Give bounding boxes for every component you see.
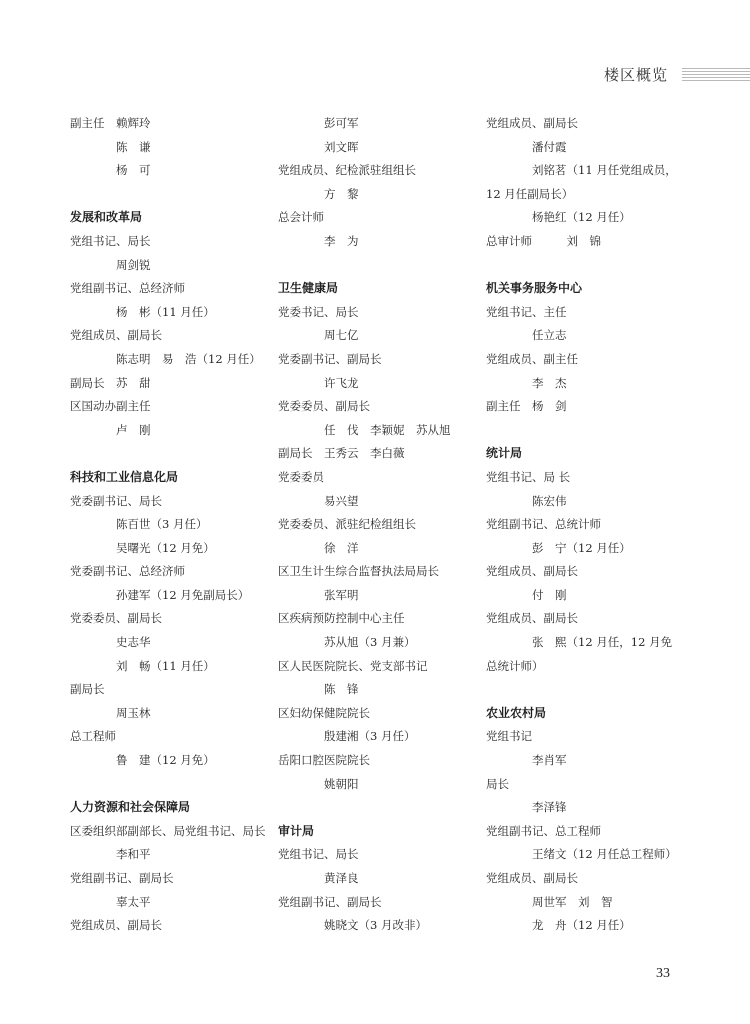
entry-line: 党组成员、副局长 [70, 918, 162, 933]
entry-line: 区人民医院院长、党支部书记 [278, 658, 428, 673]
person-name-line: 鲁 建（12 月免） [116, 753, 215, 768]
person-name-line: 刘文晖 [324, 139, 359, 154]
spacer-line [70, 442, 275, 466]
person-name-line: 易兴望 [324, 493, 359, 508]
entry-line: 党组书记、局长 [70, 233, 151, 248]
entry-line: 副主任 杨 剑 [486, 399, 567, 414]
entry-line: 党组成员、副局长 [70, 328, 162, 343]
entry-line: 党委委员、副局长 [278, 399, 370, 414]
person-name-line: 李 为 [324, 233, 359, 248]
person-name-line: 姚晓文（3 月改非） [324, 918, 427, 933]
header-decoration-lines [682, 68, 750, 82]
column-right [486, 112, 691, 938]
entry-line: 党组书记 [486, 729, 532, 744]
column-middle [278, 112, 483, 938]
person-name-line: 周七亿 [324, 328, 359, 343]
entry-line: 岳阳口腔医院院长 [278, 753, 370, 768]
person-name-line: 许飞龙 [324, 375, 359, 390]
spacer-line [278, 254, 483, 278]
entry-line: 区妇幼保健院院长 [278, 705, 370, 720]
page-number: 33 [656, 966, 670, 981]
spacer-line [70, 183, 275, 207]
entry-line: 党组书记、局长 [278, 847, 359, 862]
person-name-line: 陈 锋 [324, 682, 359, 697]
department-heading: 卫生健康局 [278, 281, 339, 296]
person-name-line: 方 黎 [324, 186, 359, 201]
entry-line: 党组成员、副主任 [486, 351, 578, 366]
person-name-line: 徐 洋 [324, 540, 359, 555]
entry-line: 党组成员、纪检派驻组组长 [278, 163, 416, 178]
entry-line: 总会计师 [278, 210, 324, 225]
person-name-line: 彭可军 [324, 116, 359, 130]
entry-line: 党委委员 [278, 469, 324, 484]
department-heading: 农业农村局 [486, 705, 547, 720]
entry-line: 区委组织部副部长、局党组书记、局长 [70, 823, 266, 838]
person-name-line: 周玉林 [116, 705, 151, 720]
entry-line: 副主任 赖辉玲 [70, 116, 151, 130]
entry-line: 副局长 苏 甜 [70, 375, 151, 390]
person-name-line: 张 熙（12 月任，12 月免 [532, 635, 673, 650]
person-name-line: 苏从旭（3 月兼） [324, 635, 416, 650]
person-name-line: 陈宏伟 [532, 493, 567, 508]
entry-line: 党委委员、派驻纪检组组长 [278, 517, 416, 532]
person-name-line: 史志华 [116, 635, 151, 650]
person-name-line: 任立志 [532, 328, 567, 343]
entry-line: 党组书记、局 长 [486, 469, 571, 484]
entry-line: 区卫生计生综合监督执法局局长 [278, 564, 439, 579]
entry-line: 党组成员、副局长 [486, 871, 578, 885]
person-name-line: 黄泽良 [324, 871, 359, 885]
entry-line: 总统计师） [486, 658, 544, 673]
entry-line: 党组副书记、副局长 [70, 871, 174, 885]
person-name-line: 陈百世（3 月任） [116, 517, 208, 532]
person-name-line: 王绪文（12 月任总工程师） [532, 847, 677, 862]
person-name-line: 龙 舟（12 月任） [532, 918, 631, 933]
entry-line: 区疾病预防控制中心主任 [278, 611, 405, 626]
spacer-line [70, 773, 275, 797]
entry-line: 12 月任副局长） [486, 186, 574, 201]
person-name-line: 任 伐 李颖妮 苏从旭 [324, 422, 451, 437]
person-name-line: 周世军 刘 智 [532, 894, 613, 909]
entry-line: 党组副书记、总经济师 [70, 281, 185, 296]
person-name-line: 殷建湘（3 月任） [324, 729, 416, 744]
person-name-line: 陈志明 易 浩（12 月任） [116, 351, 261, 366]
entry-line: 党组成员、副局长 [486, 564, 578, 579]
entry-line: 副局长 [70, 682, 105, 697]
person-name-line: 李肖军 [532, 753, 567, 768]
entry-line: 局长 [486, 776, 509, 791]
entry-line: 党组成员、副局长 [486, 116, 578, 130]
entry-line: 总审计师 刘 锦 [486, 233, 601, 248]
entry-line: 党委副书记、局长 [70, 493, 162, 508]
person-name-line: 杨艳红（12 月任） [532, 210, 631, 225]
person-name-line: 姚朝阳 [324, 776, 359, 791]
department-heading: 发展和改革局 [70, 210, 143, 225]
person-name-line: 辜太平 [116, 894, 151, 909]
spacer-line [486, 254, 691, 278]
spacer-line [486, 678, 691, 702]
entry-line: 党委委员、副局长 [70, 611, 162, 626]
person-name-line: 刘铭茗（11 月任党组成员， [532, 163, 677, 178]
department-heading: 科技和工业信息化局 [70, 469, 179, 484]
person-name-line: 周剑锐 [116, 257, 151, 272]
person-name-line: 杨 彬（11 月任） [116, 304, 215, 319]
person-name-line: 潘付霞 [532, 139, 567, 154]
entry-line: 党组书记、主任 [486, 304, 567, 319]
entry-line: 党组副书记、总工程师 [486, 823, 601, 838]
person-name-line: 付 刚 [532, 587, 567, 602]
entry-line: 党委副书记、副局长 [278, 351, 382, 366]
section-title: 楼区概览 [603, 66, 668, 84]
department-heading: 机关事务服务中心 [486, 281, 583, 296]
department-heading: 人力资源和社会保障局 [70, 800, 191, 815]
person-name-line: 陈 谦 [116, 139, 151, 154]
entry-line: 总工程师 [70, 729, 116, 744]
person-name-line: 彭 宁（12 月任） [532, 540, 631, 555]
person-name-line: 李和平 [116, 847, 151, 862]
spacer-line [486, 419, 691, 443]
entry-line: 党组成员、副局长 [486, 611, 578, 626]
person-name-line: 刘 畅（11 月任） [116, 658, 215, 673]
spacer-line [278, 796, 483, 820]
column-left [70, 112, 275, 938]
entry-line: 党组副书记、副局长 [278, 894, 382, 909]
person-name-line: 李泽锋 [532, 800, 567, 815]
entry-line: 党委书记、局长 [278, 304, 359, 319]
person-name-line: 张军明 [324, 587, 359, 602]
department-heading: 审计局 [278, 823, 315, 838]
entry-line: 党委副书记、总经济师 [70, 564, 185, 579]
person-name-line: 卢 刚 [116, 422, 151, 437]
person-name-line: 杨 可 [116, 163, 151, 178]
entry-line: 党组副书记、总统计师 [486, 517, 601, 532]
person-name-line: 吴曙光（12 月免） [116, 540, 215, 555]
person-name-line: 孙建军（12 月免副局长） [116, 587, 250, 602]
department-heading: 统计局 [486, 446, 523, 461]
entry-line: 区国动办副主任 [70, 399, 151, 414]
entry-line: 副局长 王秀云 李白薇 [278, 446, 405, 461]
person-name-line: 李 杰 [532, 375, 567, 390]
